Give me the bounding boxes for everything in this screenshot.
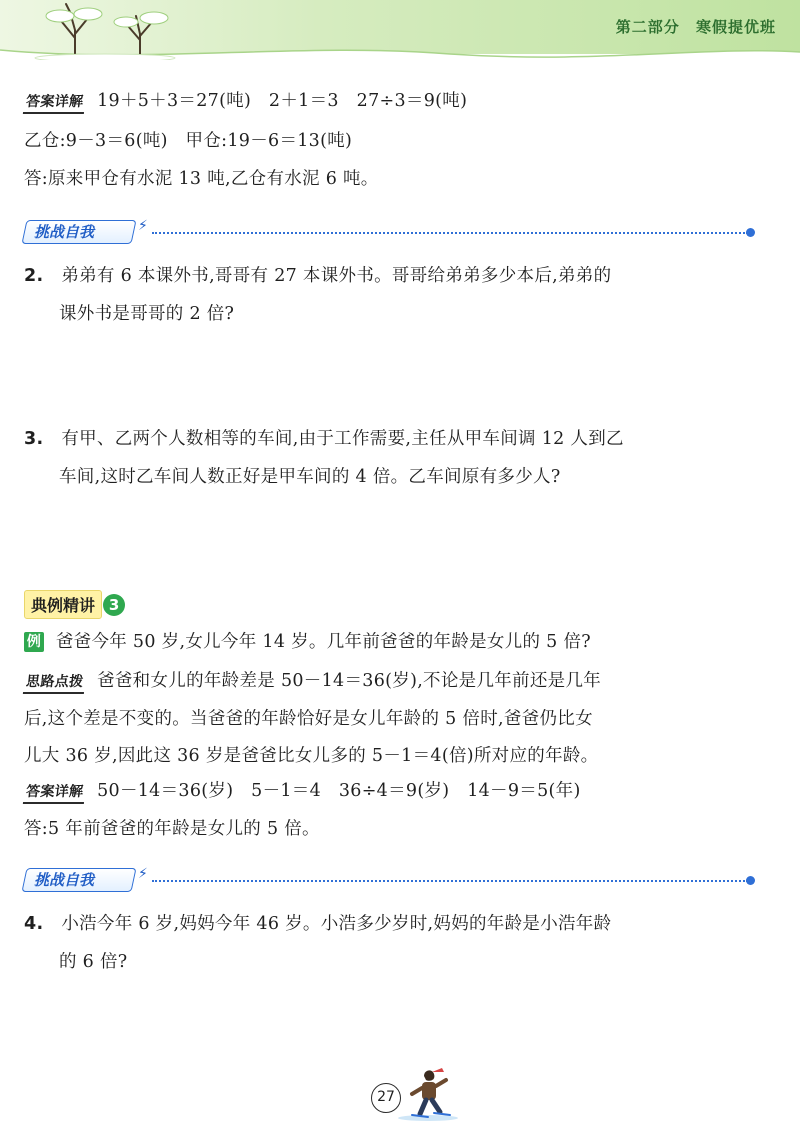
answer-tag: 答案详解 <box>23 92 87 114</box>
answer1-text1: 19＋5＋3＝27(吨) 2＋1＝3 27÷3＝9(吨) <box>97 91 468 111</box>
question-2-line2: 课外书是哥哥的 2 倍? <box>59 304 235 324</box>
example-answer-line2: 答:5 年前爸爸的年龄是女儿的 5 倍。 <box>24 819 320 839</box>
answer1-line3: 答:原来甲仓有水泥 13 吨,乙仓有水泥 6 吨。 <box>24 169 379 189</box>
challenge-label: 挑战自我 <box>34 223 95 241</box>
challenge-banner <box>24 218 764 248</box>
question-3-line1 <box>24 426 624 452</box>
challenge-banner-2 <box>24 866 764 896</box>
hint-line1 <box>24 668 601 694</box>
header-part: 第二部分 <box>615 18 680 36</box>
question-4-text1: 小浩今年 6 岁,妈妈今年 46 岁。小浩多少岁时,妈妈的年龄是小浩年龄 <box>61 914 612 934</box>
question-4-line1 <box>24 911 611 937</box>
example-question-text: 爸爸今年 50 岁,女儿今年 14 岁。几年前爸爸的年龄是女儿的 5 倍? <box>55 632 591 652</box>
question-4-number: 4. <box>24 914 44 934</box>
lightning-icon: ⚡ <box>138 866 148 882</box>
example-answer-tag: 答案详解 <box>23 782 87 804</box>
answer1-line2: 乙仓:9－3＝6(吨) 甲仓:19－6＝13(吨) <box>24 131 353 151</box>
example-number: 3 <box>103 594 125 616</box>
skater-icon <box>398 1062 468 1122</box>
example-answer-line1 <box>24 778 581 804</box>
challenge-label-2: 挑战自我 <box>34 871 95 889</box>
header-title <box>606 16 776 37</box>
question-2-number: 2. <box>24 266 44 286</box>
question-3-text1: 有甲、乙两个人数相等的车间,由于工作需要,主任从甲车间调 12 人到乙 <box>61 429 624 449</box>
hint-line2: 后,这个差是不变的。当爸爸的年龄恰好是女儿年龄的 5 倍时,爸爸仍比女 <box>24 709 593 729</box>
answer1-line1 <box>24 88 467 114</box>
question-3-line2: 车间,这时乙车间人数正好是甲车间的 4 倍。乙车间原有多少人? <box>59 467 561 487</box>
page-header <box>0 0 800 64</box>
tree-illustration <box>30 0 180 60</box>
example-question <box>24 629 591 655</box>
dotted-divider <box>152 232 748 234</box>
question-2-text1: 弟弟有 6 本课外书,哥哥有 27 本课外书。哥哥给弟弟多少本后,弟弟的 <box>61 266 612 286</box>
question-2-line1 <box>24 263 611 289</box>
lightning-icon: ⚡ <box>138 218 148 234</box>
example-answer-text1: 50－14＝36(岁) 5－1＝4 36÷4＝9(岁) 14－9＝5(年) <box>97 781 581 801</box>
dotted-divider-2 <box>152 880 748 882</box>
question-3-number: 3. <box>24 429 44 449</box>
divider-dot <box>746 228 755 237</box>
hint-tag: 思路点拨 <box>23 672 87 694</box>
example-title: 典例精讲 <box>24 590 102 619</box>
hint-line3: 儿大 36 岁,因此这 36 岁是爸爸比女儿多的 5－1＝4(倍)所对应的年龄。 <box>24 746 599 766</box>
example-heading <box>24 590 125 618</box>
hint-text1: 爸爸和女儿的年龄差是 50－14＝36(岁),不论是几年前还是几年 <box>97 671 602 691</box>
page-number: 27 <box>371 1083 401 1113</box>
example-li-badge: 例 <box>24 632 44 652</box>
divider-dot-2 <box>746 876 755 885</box>
header-section: 寒假提优班 <box>695 18 776 36</box>
question-4-line2: 的 6 倍? <box>59 952 128 972</box>
